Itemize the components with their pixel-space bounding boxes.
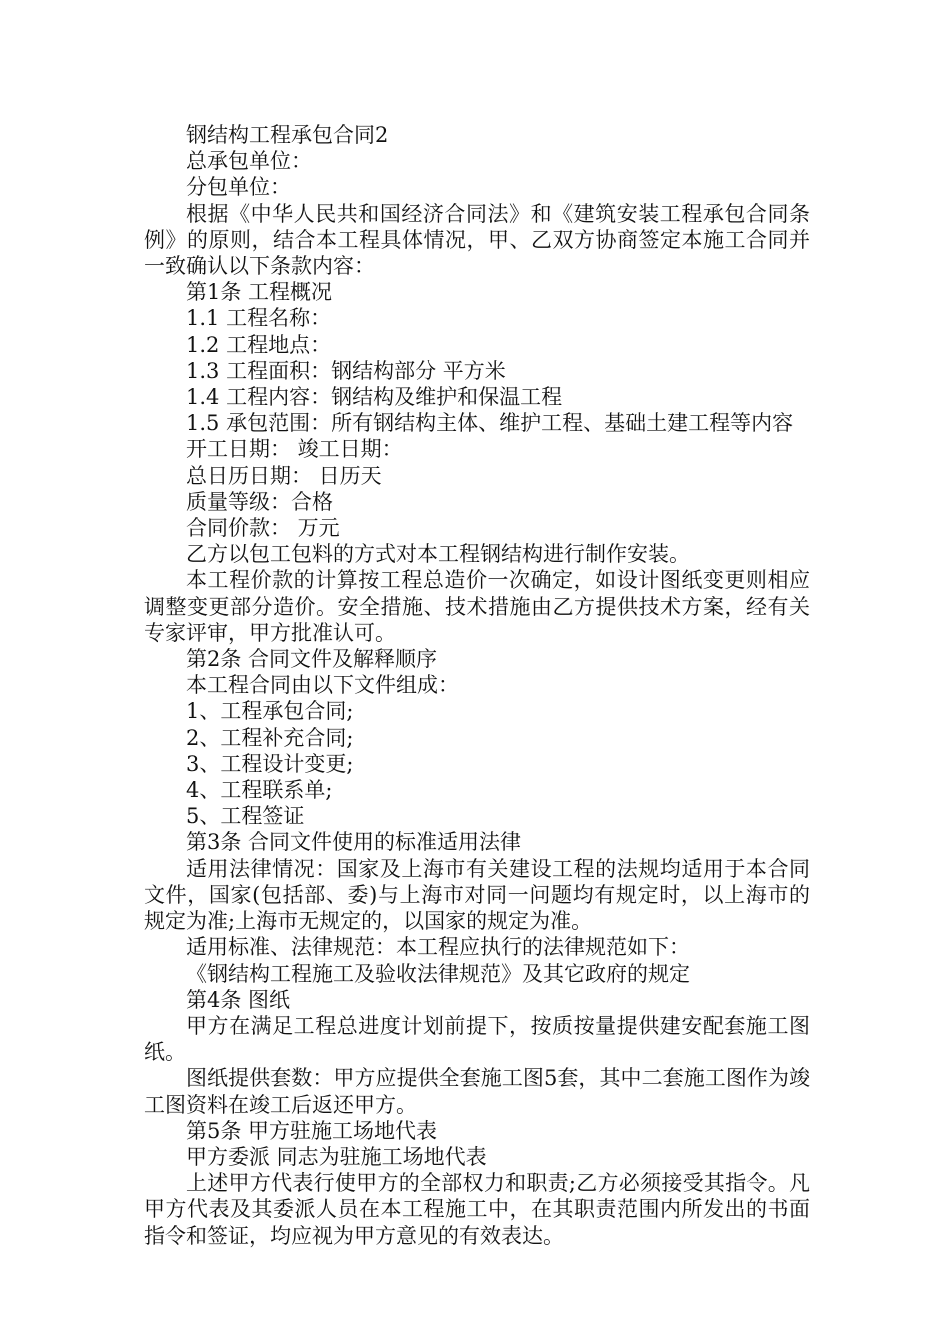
document-item-4: 4、工程联系单; [186, 778, 333, 803]
preamble-paragraph: 根据《中华人民共和国经济合同法》和《建筑安装工程承包合同条例》的原则，结合本工程具体情况，甲、乙双方协商签定本施工合同并一致确认以下条款内容： [144, 201, 810, 279]
representative-line: 甲方委派 同志为驻施工场地代表 [186, 1144, 487, 1169]
quality-line: 质量等级：合格 [186, 489, 333, 514]
drawings-sets-paragraph: 图纸提供套数：甲方应提供全套施工图5套，其中二套施工图作为竣工图资料在竣工后返还甲方。 [144, 1066, 810, 1117]
price-calc-paragraph: 本工程价款的计算按工程总造价一次确定，如设计图纸变更则相应调整变更部分造价。安全措施、技术措施由乙方提供技术方案，经有关专家评审，甲方批准认可。 [144, 568, 810, 645]
clause-1-1: 1.1 工程名称： [186, 306, 332, 331]
clause-1-4: 1.4 工程内容：钢结构及维护和保温工程 [186, 385, 563, 410]
applicable-law-paragraph: 适用法律情况：国家及上海市有关建设工程的法规均适用于本合同文件，国家(包括部、委)与上海市对同一问题均有规定时，以上海市的规定为准;上海市无规定的，以国家的规定为准。 [144, 856, 810, 934]
dates-line: 开工日期： 竣工日期： [186, 437, 403, 462]
document-item-3: 3、工程设计变更; [186, 751, 354, 776]
document-item-2: 2、工程补充合同; [186, 725, 354, 750]
price-line: 合同价款： 万元 [186, 516, 340, 541]
document-item-5: 5、工程签证 [186, 804, 305, 829]
subcontractor-line: 分包单位： [186, 175, 291, 200]
representative-duties-paragraph: 上述甲方代表行使甲方的全部权力和职责;乙方必须接受其指令。凡甲方代表及其委派人员在本工程施工中，在其职责范围内所发出的书面指令和签证，均应视为甲方意见的有效表达。 [144, 1171, 810, 1248]
standards-detail: 《钢结构工程施工及验收法律规范》及其它政府的规定 [186, 961, 690, 986]
document-item-1: 1、工程承包合同; [186, 699, 354, 724]
article-4-heading: 第4条 图纸 [186, 987, 291, 1012]
standards-paragraph: 适用标准、法律规范：本工程应执行的法律规范如下： [186, 935, 690, 960]
doc-title: 钢结构工程承包合同2 [186, 123, 389, 147]
article-3-heading: 第3条 合同文件使用的标准适用法律 [186, 830, 522, 855]
clause-1-5: 1.5 承包范围：所有钢结构主体、维护工程、基础土建工程等内容 [186, 411, 794, 436]
total-days-line: 总日历日期： 日历天 [186, 463, 382, 488]
clause-1-3: 1.3 工程面积：钢结构部分 平方米 [186, 358, 506, 383]
article-2-heading: 第2条 合同文件及解释顺序 [186, 647, 438, 672]
general-contractor-line: 总承包单位： [186, 149, 312, 174]
article-5-heading: 第5条 甲方驻施工场地代表 [186, 1118, 438, 1143]
drawings-paragraph: 甲方在满足工程总进度计划前提下，按质按量提供建安配套施工图纸。 [144, 1013, 810, 1065]
article-1-heading: 第1条 工程概况 [186, 280, 333, 305]
contract-mode-paragraph: 乙方以包工包料的方式对本工程钢结构进行制作安装。 [186, 542, 690, 567]
clause-1-2: 1.2 工程地点： [186, 332, 332, 357]
documents-intro: 本工程合同由以下文件组成： [186, 673, 459, 698]
